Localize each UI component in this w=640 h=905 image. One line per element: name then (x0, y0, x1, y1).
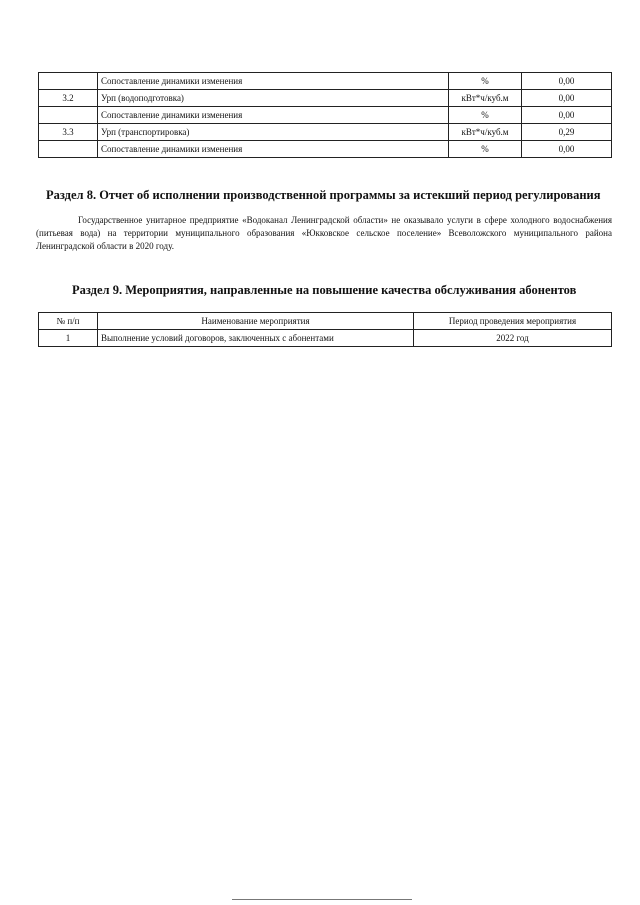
section-8-title: Раздел 8. Отчет об исполнении производственной программы за истекший период регулирования (46, 188, 601, 202)
table-row (39, 90, 612, 107)
table-row (39, 73, 612, 90)
row-name: Урп (транспортировка) (98, 124, 449, 141)
table-row (39, 330, 612, 347)
row-value: 0,29 (522, 124, 612, 141)
row-name: Сопоставление динамики изменения (98, 141, 449, 158)
row-number (39, 73, 98, 90)
row-name: Сопоставление динамики изменения (98, 73, 449, 90)
header-period: Период проведения мероприятия (414, 313, 612, 330)
row-value: 0,00 (522, 90, 612, 107)
row-value: 0,00 (522, 141, 612, 158)
row-unit: % (449, 141, 522, 158)
row-unit: кВт*ч/куб.м (449, 124, 522, 141)
measures-table (38, 312, 612, 347)
row-name: Урп (водоподготовка) (98, 90, 449, 107)
table-header-row (39, 313, 612, 330)
row-number: 3.2 (39, 90, 98, 107)
header-number: № п/п (39, 313, 98, 330)
header-name: Наименование мероприятия (98, 313, 414, 330)
row-value: 0,00 (522, 73, 612, 90)
indicators-table (38, 72, 612, 158)
table-row (39, 124, 612, 141)
row-name: Сопоставление динамики изменения (98, 107, 449, 124)
row-name: Выполнение условий договоров, заключенных с абонентами (98, 330, 414, 347)
row-number (39, 141, 98, 158)
row-period: 2022 год (414, 330, 612, 347)
row-unit: кВт*ч/куб.м (449, 90, 522, 107)
row-number: 1 (39, 330, 98, 347)
row-number: 3.3 (39, 124, 98, 141)
table-row (39, 141, 612, 158)
row-value: 0,00 (522, 107, 612, 124)
section-9-title: Раздел 9. Мероприятия, направленные на повышение качества обслуживания абонентов (72, 283, 577, 297)
section-8-text: Государственное унитарное предприятие «Водоканал Ленинградской области» не оказывало услуги в сфере холодного водоснабжения (питьевая вода) на территории муниципального образования «Юкковское сельское поселение» Всеволожского муниципального района Ленинградской области в 2020 году. (36, 215, 612, 251)
row-unit: % (449, 107, 522, 124)
scan-artifact-line (232, 899, 412, 900)
row-unit: % (449, 73, 522, 90)
row-number (39, 107, 98, 124)
table-row (39, 107, 612, 124)
